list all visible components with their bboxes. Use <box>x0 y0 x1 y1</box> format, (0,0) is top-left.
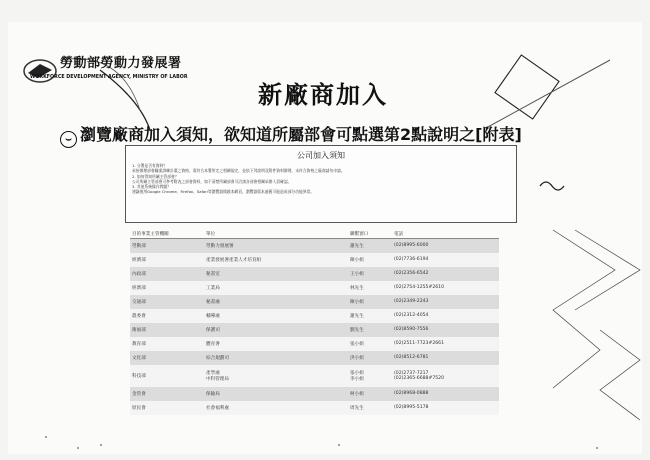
notice-item: 公司所屬主管部會可參考附表之部會資料，如不清楚所屬部會可洽詢各部會相關承辦人員確認。 <box>132 178 292 184</box>
cell-agency: 教育部 <box>130 337 204 351</box>
notice-item: 承接辦理部會職業訓練計畫之資格，需符合本署所定之相關規定，並依下列說明及附件資料辦理，未符合資格之廠商請勿申請。 <box>132 168 345 174</box>
table-row <box>130 387 499 401</box>
column-header-unit: 單位 <box>204 229 348 239</box>
cell-contact: 謝先生 <box>348 239 392 253</box>
cell-contact: 張小姐 <box>348 337 392 351</box>
cell-agency: 交通部 <box>130 295 204 309</box>
cell-phone: (02)8590-7556 <box>392 323 499 337</box>
cell-agency: 經濟部 <box>130 281 204 295</box>
table-row <box>130 351 499 365</box>
table-row <box>130 365 499 387</box>
cell-phone: (02)8512-6781 <box>392 351 499 365</box>
cell-unit: 社會福利處 <box>204 401 348 415</box>
cell-phone: (02)2349-2243 <box>392 295 499 309</box>
cell-unit: 保護司 <box>204 323 348 337</box>
cell-agency: 金管會 <box>130 387 204 401</box>
notice-body <box>132 163 511 195</box>
org-english-name: WORKFORCE DEVELOPMENT AGENCY, MINISTRY OF LABOR <box>30 75 188 80</box>
cell-phone: (02)2356-6542 <box>392 267 499 281</box>
column-header-agency: 目的事業主管機關 <box>130 229 204 239</box>
scan-speck <box>596 447 598 449</box>
cell-unit: 秘書室 <box>204 267 348 281</box>
cell-agency: 內政部 <box>130 267 204 281</box>
scan-speck <box>45 436 47 438</box>
notice-item: 1. 分署是否有資料？ <box>132 163 168 168</box>
cell-phone: (02)8995-5178 <box>392 401 499 415</box>
cell-unit: 秘書處 <box>204 295 348 309</box>
agency-logo <box>22 52 232 92</box>
cell-contact: 劉先生 <box>348 323 392 337</box>
cell-unit: 體育署 <box>204 337 348 351</box>
cell-unit: 綜合規劃司 <box>204 351 348 365</box>
notice-box <box>125 145 517 223</box>
cell-phone: (02)2511-7723#2661 <box>392 337 499 351</box>
cell-contact: 陳小姐 <box>348 253 392 267</box>
table-row <box>130 337 499 351</box>
cell-unit: 輔導處 <box>204 309 348 323</box>
cell-unit: 勞動力發展署 <box>204 239 348 253</box>
scan-speck <box>77 447 79 449</box>
cell-contact: 陳小姐 <box>348 295 392 309</box>
table-body <box>130 239 499 415</box>
cell-phone: (02)8968-0888 <box>392 387 499 401</box>
table-row <box>130 401 499 415</box>
table-row <box>130 267 499 281</box>
cell-phone: (02)2312-4054 <box>392 309 499 323</box>
page-title: 新廠商加入 <box>258 81 388 109</box>
cell-contact: 柯小姐 <box>348 387 392 401</box>
cell-agency: 經濟部 <box>130 253 204 267</box>
cell-agency: 農委會 <box>130 309 204 323</box>
notice-item: 2. 如何得知所屬主管部會？ <box>132 173 179 179</box>
scan-speck <box>338 444 340 446</box>
cell-contact: 林先生 <box>348 281 392 295</box>
cell-phone: (02)2737-7217 (02)2365-6688#7520 <box>392 365 499 387</box>
column-header-contact: 聯繫窗口 <box>348 229 392 239</box>
notice-item: 建議使用Google Chrome、Firefox、Safari等瀏覽器開啟本網頁，瀏覽器版本過舊可能造成部分功能異常。 <box>132 189 315 195</box>
subtitle-text: 瀏覽廠商加入須知，欲知道所屬部會可點選第2點說明之[附表] <box>80 125 522 144</box>
cell-unit: 產業發展署產業人才培育組 <box>204 253 348 267</box>
table-header-row <box>130 229 499 239</box>
cell-phone: (02)7736-6194 <box>392 253 499 267</box>
table-row <box>130 323 499 337</box>
table-row <box>130 309 499 323</box>
cell-phone: (02)2754-1255#2610 <box>392 281 499 295</box>
smiley-icon: ⌣ <box>60 131 77 148</box>
notice-title: 公司加入須知 <box>297 151 345 160</box>
table-row <box>130 295 499 309</box>
cell-agency: 勞動部 <box>130 239 204 253</box>
agency-emblem-icon <box>22 58 58 84</box>
cell-contact: 張小姐 李小姐 <box>348 365 392 387</box>
cell-agency: 文化部 <box>130 351 204 365</box>
cell-contact: 周先生 <box>348 401 392 415</box>
org-name: 勞動部勞動力發展署 <box>60 56 182 71</box>
cell-agency: 衛福部 <box>130 323 204 337</box>
cell-unit: 工業局 <box>204 281 348 295</box>
table-row <box>130 253 499 267</box>
cell-contact: 洪小姐 <box>348 351 392 365</box>
cell-unit: 產學處 中科管理局 <box>204 365 348 387</box>
agency-contact-table <box>130 229 499 415</box>
table-row <box>130 239 499 253</box>
column-header-phone: 電話 <box>392 229 499 239</box>
cell-unit: 保險局 <box>204 387 348 401</box>
cell-agency: 科技部 <box>130 365 204 387</box>
cell-contact: 謝先生 <box>348 309 392 323</box>
cell-phone: (02)8995-6000 <box>392 239 499 253</box>
cell-agency: 原民會 <box>130 401 204 415</box>
notice-item: 3. 其他系統操作問題？ <box>132 184 172 190</box>
scan-speck <box>100 444 102 446</box>
table-row <box>130 281 499 295</box>
cell-contact: 王小姐 <box>348 267 392 281</box>
